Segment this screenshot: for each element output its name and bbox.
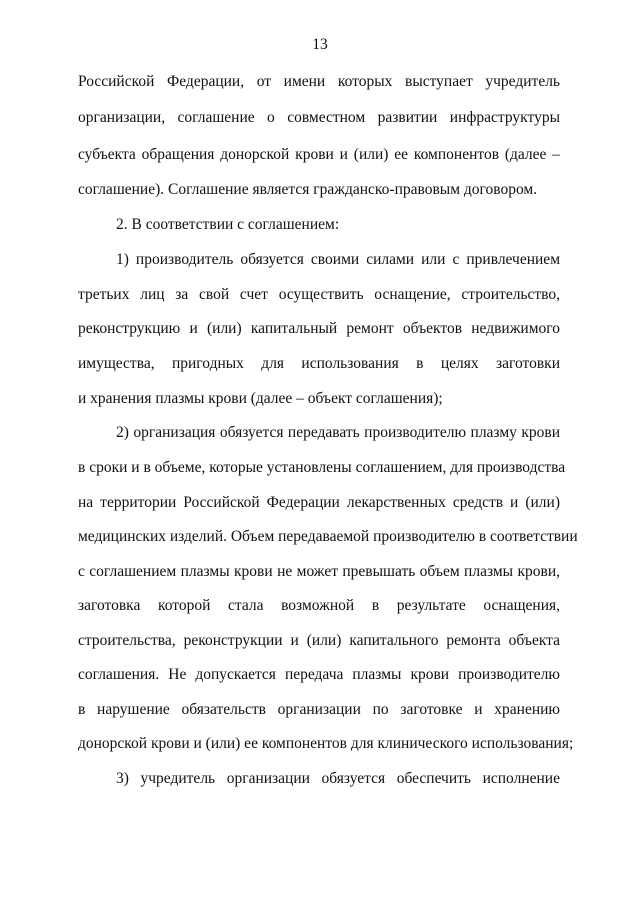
text-line: в нарушение обязательств организации по заготовке и хранению: [78, 701, 560, 718]
text-line: реконструкцию и (или) капитальный ремонт объектов недвижимого: [78, 320, 560, 337]
text-line: в сроки и в объеме, которые установлены соглашением, для производства: [78, 459, 566, 476]
text-line: с соглашением плазмы крови не может превышать объем плазмы крови,: [78, 563, 560, 580]
page-number: 13: [312, 36, 328, 53]
text-line: третьих лиц за свой счет осуществить оснащение, строительство,: [78, 286, 560, 303]
text-line: 1) производитель обязуется своими силами или с привлечением: [116, 251, 560, 268]
text-line: имущества, пригодных для использования в целях заготовки: [78, 355, 560, 372]
text-line: медицинских изделий. Объем передаваемой производителю в соответствии: [78, 528, 578, 545]
text-line: 2. В соответствии с соглашением:: [116, 216, 340, 233]
text-line: соглашения. Не допускается передача плазмы крови производителю: [78, 666, 560, 683]
text-line: Российской Федерации, от имени которых выступает учредитель: [78, 73, 560, 90]
text-line: 2) организация обязуется передавать производителю плазму крови: [116, 424, 560, 441]
text-line: заготовка которой стала возможной в результате оснащения,: [78, 597, 560, 614]
text-line: субъекта обращения донорской крови и (или) ее компонентов (далее –: [78, 146, 560, 163]
text-line: на территории Российской Федерации лекарственных средств и (или): [78, 494, 560, 511]
text-line: донорской крови и (или) ее компонентов для клинического использования;: [78, 735, 574, 752]
text-line: и хранения плазмы крови (далее – объект соглашения);: [78, 390, 443, 407]
text-line: организации, соглашение о совместном развитии инфраструктуры: [78, 109, 560, 126]
text-line: 3) учредитель организации обязуется обеспечить исполнение: [116, 770, 560, 787]
text-line: соглашение). Соглашение является гражданско-правовым договором.: [78, 181, 538, 198]
text-line: строительства, реконструкции и (или) капитального ремонта объекта: [78, 632, 560, 649]
